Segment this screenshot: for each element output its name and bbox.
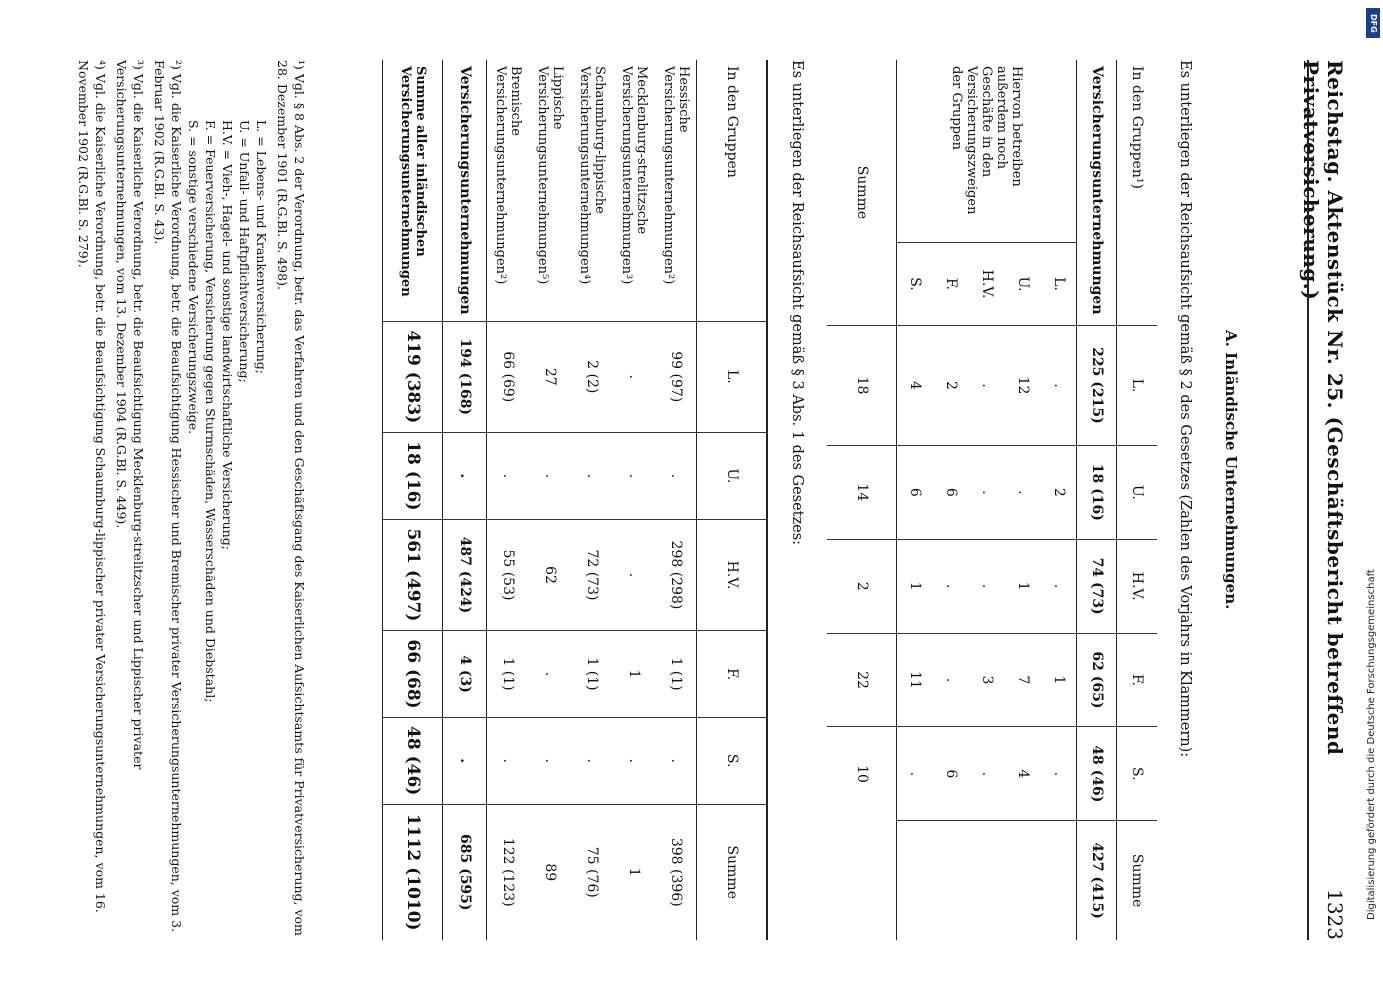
row-label: Versicherungsunternehmungen bbox=[457, 66, 473, 315]
cell: 22 bbox=[827, 633, 897, 727]
col-header-l: L. bbox=[1117, 326, 1157, 446]
col-header-groups: In den Gruppen¹) bbox=[1129, 66, 1146, 189]
table-header-row bbox=[697, 60, 767, 940]
col-header-s: S. bbox=[697, 717, 767, 804]
cell: 48 (46) bbox=[1077, 727, 1117, 821]
footnote-2: ²) Vgl. die Kaiserliche Verordnung, betr. die Beaufsichtigung Hessischer und Bremischer privater Versicherungsunternehmungen, vom 3. Februar 1902 (R.G.Bl. S. 43). bbox=[152, 60, 184, 933]
cell: 4 bbox=[1005, 727, 1041, 821]
cell: 194 (168) bbox=[443, 321, 487, 433]
cell-empty bbox=[1041, 821, 1077, 940]
cell: 6 bbox=[933, 445, 969, 539]
cell: 298 (298) bbox=[655, 519, 697, 631]
cell: . bbox=[969, 445, 1005, 539]
legend-item: F. = Feuerversicherung, Versicherung gegen Sturmschäden, Wasserschäden und Diebstahl; bbox=[203, 120, 218, 703]
cell: 1 bbox=[613, 804, 655, 940]
cell: 2 bbox=[1041, 445, 1077, 539]
cell: 1 bbox=[897, 539, 933, 633]
col-header-u: U. bbox=[1117, 445, 1157, 539]
row-label: Mecklenburg-strelitzsche Versicherungsunternehmungen³) bbox=[619, 66, 649, 285]
cell: 1 bbox=[613, 631, 655, 718]
cell: 18 (16) bbox=[1077, 445, 1117, 539]
cell: 4 bbox=[897, 326, 933, 446]
cell: . bbox=[969, 326, 1005, 446]
cell: 6 bbox=[897, 445, 933, 539]
cell: 74 (73) bbox=[1077, 539, 1117, 633]
col-header-summe: Summe bbox=[1117, 821, 1157, 940]
group-legend bbox=[185, 60, 270, 940]
row-label: S. bbox=[897, 243, 933, 326]
cell: . bbox=[487, 717, 529, 804]
row-label: Versicherungsunternehmungen bbox=[1089, 66, 1105, 315]
footnote-1: ¹) Vgl. § 8 Abs. 2 der Verordnung, betr. das Verfahren und den Geschäftsgang des Kaiserlichen Aufsichtsamts für Privatversicherung, vom 28. Dezember 1901 (R.G.Bl. S. 498). bbox=[275, 60, 307, 936]
cell: 18 bbox=[827, 326, 897, 446]
cell-empty bbox=[897, 821, 933, 940]
cell: . bbox=[1041, 539, 1077, 633]
cell-empty bbox=[1005, 821, 1041, 940]
cell: 75 (76) bbox=[571, 804, 613, 940]
cell: 66 (69) bbox=[487, 321, 529, 433]
cell: 1 bbox=[1041, 633, 1077, 727]
col-header-hv: H.V. bbox=[1117, 539, 1157, 633]
row-label: Lippische Versicherungsunternehmungen⁵) bbox=[535, 66, 565, 285]
cell: 72 (73) bbox=[571, 519, 613, 631]
cell: . bbox=[613, 717, 655, 804]
digitization-credit: Digitalisierung gefördert durch die Deutsche Forschungsgemeinschaft bbox=[1366, 569, 1377, 920]
cell: 1 (1) bbox=[571, 631, 613, 718]
col-header-summe: Summe bbox=[697, 804, 767, 940]
col-header-s: S. bbox=[1117, 727, 1157, 821]
footnote-3: ³) Vgl. die Kaiserliche Verordnung, betr. die Beaufsichtigung Mecklenburg-strelitzscher und Lippischer privater Versicherungsunternehmungen, vom 13. Dezember 1904 (R.G.Bl. S. 449). bbox=[114, 60, 146, 770]
cell: . bbox=[613, 321, 655, 433]
cell: . bbox=[933, 633, 969, 727]
cell: 7 bbox=[1005, 633, 1041, 727]
cell: 3 bbox=[969, 633, 1005, 727]
cell: . bbox=[443, 717, 487, 804]
cell: . bbox=[529, 631, 571, 718]
row-label: L. bbox=[1041, 243, 1077, 326]
row-label: Hessische Versicherungsunternehmungen²) bbox=[660, 66, 691, 285]
digitization-credit-sidebar bbox=[1363, 40, 1383, 1000]
table-row bbox=[487, 60, 529, 940]
cell: 225 (215) bbox=[1077, 326, 1117, 446]
cell: . bbox=[613, 519, 655, 631]
table-inland-paragraph2 bbox=[827, 60, 1157, 940]
cell: 62 bbox=[529, 519, 571, 631]
cell: . bbox=[613, 433, 655, 520]
intro-text-1: Es unterliegen der Reichsaufsicht gemäß § 2 des Gesetzes (Zahlen des Vorjahrs in Klammern): bbox=[1177, 60, 1193, 758]
cell: 4 (3) bbox=[443, 631, 487, 718]
cell: . bbox=[571, 433, 613, 520]
cell: . bbox=[933, 539, 969, 633]
row-label: Bremische Versicherungsunternehmungen²) bbox=[493, 66, 524, 285]
table-header-row bbox=[1117, 60, 1157, 940]
cell: 55 (53) bbox=[487, 519, 529, 631]
row-label: Summe aller inländischen Versicherungsunternehmungen bbox=[398, 66, 428, 297]
table-row bbox=[655, 60, 697, 940]
cell: . bbox=[897, 727, 933, 821]
cell: 122 (123) bbox=[487, 804, 529, 940]
table-inland-paragraph3 bbox=[383, 60, 769, 940]
page-number: 1323 bbox=[1323, 889, 1347, 940]
legend-item: L. = Lebens- und Krankenversicherung; bbox=[254, 120, 269, 374]
legend-item: U. = Unfall- und Haftpflichtversicherung; bbox=[237, 120, 252, 383]
page-header bbox=[1299, 60, 1355, 940]
col-header-f: F. bbox=[1117, 633, 1157, 727]
cell: 1 (1) bbox=[487, 631, 529, 718]
table-row bbox=[1041, 60, 1077, 940]
intro-text-2: Es unterliegen der Reichsaufsicht gemäß § 3 Abs. 1 des Gesetzes: bbox=[789, 60, 805, 546]
cell: . bbox=[969, 727, 1005, 821]
cell: . bbox=[487, 433, 529, 520]
cell: 487 (424) bbox=[443, 519, 487, 631]
cell: . bbox=[655, 717, 697, 804]
cell: 1112 (1010) bbox=[383, 804, 443, 940]
footnotes bbox=[71, 60, 308, 940]
cell: 14 bbox=[827, 445, 897, 539]
section-title: A. Inländische Unternehmungen. bbox=[1222, 330, 1240, 610]
cell: 2 (2) bbox=[571, 321, 613, 433]
table-sum-row bbox=[827, 60, 897, 940]
cell: 10 bbox=[827, 727, 897, 821]
cell: 419 (383) bbox=[383, 321, 443, 433]
cell: . bbox=[529, 433, 571, 520]
row-label: F. bbox=[933, 243, 969, 326]
cell: 1 bbox=[1005, 539, 1041, 633]
cell: . bbox=[1005, 445, 1041, 539]
row-label: U. bbox=[1005, 243, 1041, 326]
cell: . bbox=[529, 717, 571, 804]
sub-group-label: Hiervon betreiben außerdem noch Geschäfte in den Versicherungszweigen der Gruppen bbox=[949, 66, 1025, 215]
cell: 685 (595) bbox=[443, 804, 487, 940]
cell: . bbox=[969, 539, 1005, 633]
legend-item: S. = sonstige verschiedene Versicherungszweige. bbox=[186, 120, 201, 435]
footnote-4: ⁴) Vgl. die Kaiserliche Verordnung, betr. die Beaufsichtigung Schaumburg-lippischer privater Versicherungsunternehmungen, vom 16. November 1902 (R.G.Bl. S. 279). bbox=[76, 60, 108, 913]
cell: 62 (65) bbox=[1077, 633, 1117, 727]
cell: 427 (415) bbox=[1077, 821, 1117, 940]
row-label: Summe bbox=[853, 165, 870, 220]
col-header-u: U. bbox=[697, 433, 767, 520]
col-header-f: F. bbox=[697, 631, 767, 718]
cell: . bbox=[443, 433, 487, 520]
cell: 12 bbox=[1005, 326, 1041, 446]
legend-item: H.V. = Vieh-, Hagel- und sonstige landwirtschaftliche Versicherung; bbox=[220, 120, 235, 550]
cell: 18 (16) bbox=[383, 433, 443, 520]
cell: . bbox=[571, 717, 613, 804]
cell: 1 (1) bbox=[655, 631, 697, 718]
cell: 2 bbox=[827, 539, 897, 633]
table-row bbox=[613, 60, 655, 940]
cell: . bbox=[655, 433, 697, 520]
table-row bbox=[571, 60, 613, 940]
col-header-l: L. bbox=[697, 321, 767, 433]
cell: 66 (68) bbox=[383, 631, 443, 718]
cell-empty bbox=[933, 821, 969, 940]
table-row bbox=[443, 60, 487, 940]
cell: 561 (497) bbox=[383, 519, 443, 631]
cell: 11 bbox=[897, 633, 933, 727]
table-row bbox=[1077, 60, 1117, 940]
table-row bbox=[529, 60, 571, 940]
cell: . bbox=[1041, 727, 1077, 821]
dfg-logo: DFG bbox=[1366, 8, 1380, 38]
row-label: Schaumburg-lippische Versicherungsunternehmungen⁴) bbox=[577, 66, 607, 285]
col-header-groups: In den Gruppen bbox=[723, 66, 740, 178]
cell: 6 bbox=[933, 727, 969, 821]
header-title: Reichstag. Aktenstück Nr. 25. (Geschäftsbericht betreffend Privatversicherung.) bbox=[1299, 60, 1347, 756]
cell: 398 (396) bbox=[655, 804, 697, 940]
cell: 48 (46) bbox=[383, 717, 443, 804]
cell: 27 bbox=[529, 321, 571, 433]
cell-empty bbox=[827, 821, 897, 940]
cell: . bbox=[1041, 326, 1077, 446]
table-grand-total-row bbox=[383, 60, 443, 940]
cell: 2 bbox=[933, 326, 969, 446]
cell: 89 bbox=[529, 804, 571, 940]
cell-empty bbox=[969, 821, 1005, 940]
row-label: H.V. bbox=[969, 243, 1005, 326]
col-header-hv: H.V. bbox=[697, 519, 767, 631]
header-rule bbox=[1307, 60, 1309, 940]
cell: 99 (97) bbox=[655, 321, 697, 433]
